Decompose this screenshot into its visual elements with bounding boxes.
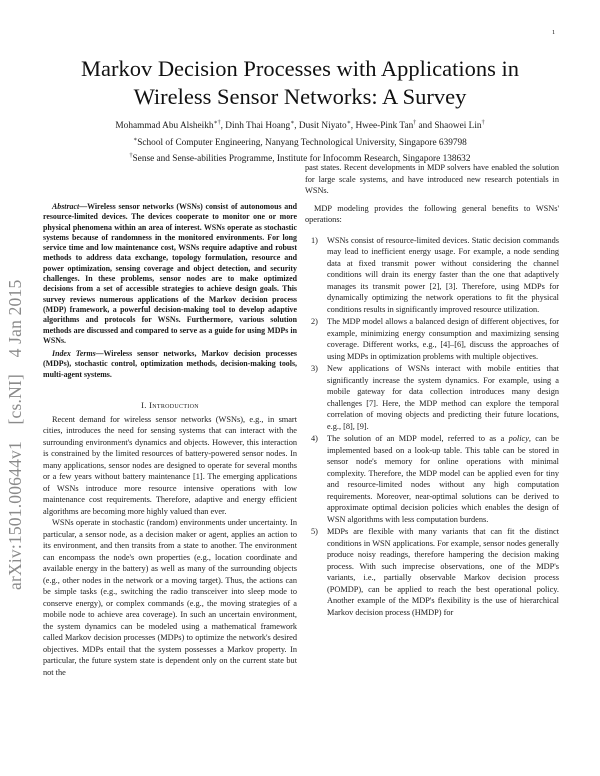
- list-item: [305, 363, 559, 432]
- author-mark: ∗†: [213, 120, 221, 126]
- abstract-label: Abstract: [52, 202, 80, 211]
- index-terms-dash: —: [95, 349, 104, 359]
- list-number: 2): [311, 317, 318, 326]
- section-heading-introduction: I. Introduction: [141, 400, 199, 411]
- list-text: MDPs are flexible with many variants that can fit the distinct conditions in WSN applications. For example, sensor nodes generally produce noisy readings, therefore hampering the decision making process. With such imprecise observations, one of the MDP's variants, i.e., partially observable Markov decision process (POMDP), can be applied to reach the best operational policy. Another example of the MDP's flexibility is the use of hierarchical Markov decision process (HMDP) for: [327, 527, 559, 617]
- author-block: [0, 117, 600, 167]
- author-name: Dusit Niyato: [298, 121, 347, 132]
- right-column: [305, 162, 559, 619]
- author-mark: †: [413, 120, 417, 126]
- left-column: [43, 202, 297, 678]
- affiliation-mark: †: [129, 153, 133, 160]
- author-separator: ,: [294, 121, 299, 132]
- author-name: Mohammad Abu Alsheikh: [115, 121, 214, 132]
- index-terms: [43, 349, 297, 380]
- intro-paragraph-1: Recent demand for wireless sensor networks (WSNs), e.g., in smart cities, introduces the need for sensing systems that can interact with the surrounding environment's dynamics and objects. However, this interaction is constrained by the limited resources of battery-powered sensor nodes. In many applications, sensor nodes are designed to operate for several months or a few years without battery maintenance [1]. The emerging applications of WSNs introduce more resource intensive operations with low maintenance cost requirements. Therefore, adaptive and energy efficient algorithms are becoming more highly valued than ever.: [43, 414, 297, 516]
- list-item: [305, 235, 559, 316]
- author-name: Hwee-Pink Tan: [355, 121, 414, 132]
- benefits-intro: MDP modeling provides the following general benefits to WSNs' operations:: [305, 203, 559, 224]
- author-mark: ∗: [346, 120, 351, 126]
- author-name: Dinh Thai Hoang: [225, 121, 291, 132]
- author-separator: ,: [350, 121, 356, 132]
- list-item: [305, 526, 559, 618]
- author-separator: and: [416, 121, 435, 132]
- list-number: 4): [311, 434, 318, 443]
- author-mark: ∗: [290, 120, 295, 126]
- arxiv-date: 4 Jan 2015: [5, 279, 25, 358]
- author-list: [0, 117, 600, 134]
- list-text: New applications of WSNs interact with mobile entities that significantly increase the system dynamics. For example, using a mobile gateway for data collection introduces many design challenges [7]. Here, the MDP method can explore the temporal correlation of moving objects and predicting their future locations, e.g., [8], [9].: [327, 364, 559, 431]
- arxiv-stamp: [5, 170, 25, 590]
- index-terms-text: Wireless sensor networks, Markov decision processes (MDPs), stochastic control, optimization methods, decision-making tools, multi-agent systems.: [43, 349, 298, 379]
- list-number: 5): [311, 527, 318, 536]
- abstract: [43, 202, 297, 346]
- title-line-2: Wireless Sensor Networks: A Survey: [133, 84, 467, 109]
- intro-paragraph-2: WSNs operate in stochastic (random) environments under uncertainty. In particular, a sensor node, as a decision maker or agent, applies an action to its environment, and then transits from a state to another. The environment can encompass the node's own properties (e.g., location coordinate and available energy in the battery) as well as many of the surrounding objects (e.g., other nodes in the network or a moving target). Thus, the actions can be simple tasks (e.g., switching the radio transceiver into sleep mode to conserve energy), or complex commands (e.g., the moving strategies of a mobile node to achieve area coverage). In such an uncertain environment, the system dynamics can be modeled using a mathematical framework called Markov decision processes (MDPs) to optimize the network's desired objectives. MDPs entail that the system possesses a Markov property. In particular, the future system state is dependent only on the current state but not the: [43, 518, 297, 677]
- affiliation-text: School of Computer Engineering, Nanyang Technological University, Singapore 639798: [137, 137, 467, 148]
- benefits-list: [305, 235, 559, 619]
- arxiv-category: [cs.NI]: [5, 374, 25, 425]
- list-emphasis: policy: [508, 434, 529, 443]
- list-text: WSNs consist of resource-limited devices. Static decision commands may lead to inefficient energy usage. For example, a node sending data at fixed transmit power without considering the channel conditions will drain its energy faster than the one that adaptively manages its transmit power [2], [3]. Therefore, using MDPs for dynamically optimizing the network operations to fit the physical conditions results in significantly improved resource utilization.: [327, 235, 559, 314]
- list-number: 1): [311, 235, 318, 245]
- affiliation-1: [0, 134, 600, 151]
- list-text: , can be implemented based on a look-up table. This table can be stored in sensor node's memory for online operations with minimal complexity. Therefore, the MDP model can be applied even for tiny and resource-limited nodes without any high computation requirements. Moreover, near-optimal solutions can be derived to approximate optimal decision policies which enables the design of WSN algorithms with less computation burdens.: [327, 434, 559, 524]
- list-text: The MDP model allows a balanced design of different objectives, for example, minimizing energy consumption and maximizing sensing coverage. Different works, e.g., [4]–[6], discuss the approaches of using MDPs in optimization problems with multiple objectives.: [327, 317, 559, 361]
- page-number: 1: [552, 29, 556, 36]
- author-mark: †: [481, 120, 485, 126]
- title-line-1: Markov Decision Processes with Applications in: [80, 56, 520, 81]
- abstract-dash: —: [79, 202, 88, 211]
- author-name: Shaowei Lin: [434, 121, 482, 132]
- paper-title: [0, 55, 600, 111]
- list-number: 3): [311, 364, 318, 373]
- intro-paragraph-continuation: past states. Recent developments in MDP solvers have enabled the solution for large scale systems, and have introduced new research potentials in WSNs.: [305, 163, 559, 195]
- affiliation-mark: ∗: [133, 136, 138, 143]
- list-text: The solution of an MDP model, referred to as a: [327, 434, 509, 443]
- arxiv-id: arXiv:1501.00644v1: [5, 441, 25, 590]
- abstract-text: Wireless sensor networks (WSNs) consist of autonomous and resource-limited devices. The devices cooperate to monitor one or more physical phenomena within an area of interest. WSNs operate as stochastic systems because of randomness in the monitored environments. For long service time and low maintenance cost, WSNs require adaptive and robust methods to address data exchange, topology formulation, resource and power optimization, sensing coverage and object detection, and security challenges. In these problems, sensor nodes are to make optimized decisions from a set of accessible strategies to achieve design goals. This survey reviews numerous applications of the Markov decision process (MDP) framework, a powerful decision-making tool to develop adaptive algorithms and protocols for WSNs. Furthermore, various solution methods are discussed and compared to serve as a guide for using MDPs in WSNs.: [43, 202, 297, 345]
- affiliation-text: Sense and Sense-abilities Programme, Institute for Infocomm Research, Singapore 138632: [132, 154, 471, 165]
- list-item: [305, 316, 559, 362]
- index-terms-label: Index Terms: [52, 349, 96, 359]
- author-separator: ,: [220, 121, 226, 132]
- list-item: [305, 433, 559, 525]
